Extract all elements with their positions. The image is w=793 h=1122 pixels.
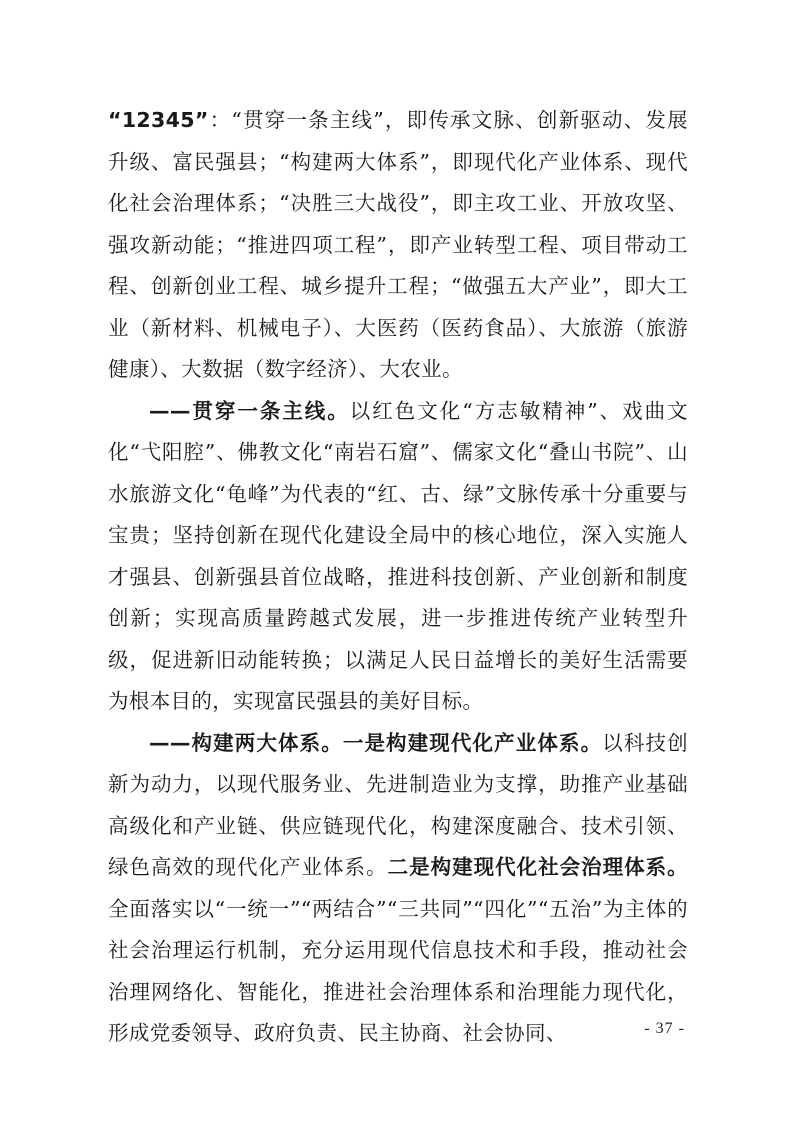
- page-number: - 37 -: [644, 1020, 685, 1037]
- subheading-governance-system: 二是构建现代化社会治理体系。: [387, 855, 688, 879]
- section-heading-main-line: ——贯穿一条主线。: [149, 398, 350, 423]
- text-run: ：“贯穿一条主线”，即传承文脉、创新驱动、发展升级、富民强县；“构建两大体系”，即现代化产业体系、现代化社会治理体系；“决胜三大战役”，即主攻工业、开放攻坚、强攻新动能；“推进四项工程”，即产业转型工程、项目带动工程、创新创业工程、城乡提升工程；“做强五大产业”，即大工业（新材料、机械电子）、大医药（医药食品）、大旅游（旅游健康）、大数据（数字经济）、大农业。: [108, 108, 688, 381]
- text-run-bold: “12345”: [108, 108, 209, 132]
- text-run: 全面落实以“一统一”“两结合”“三共同”“四化”“五治”为主体的社会治理运行机制，充分运用现代信息技术和手段，推动社会治理网络化、智能化，推进社会治理体系和治理能力现代化，形成党委领导、政府负责、民主协商、社会协同、: [108, 896, 688, 1045]
- paragraph-summary: [108, 100, 688, 391]
- text-run: 以红色文化“方志敏精神”、戏曲文化“弋阳腔”、佛教文化“南岩石窟”、儒家文化“叠山书院”、山水旅游文化“龟峰”为代表的“红、古、绿”文脉传承十分重要与宝贵；坚持创新在现代化建设全局中的核心地位，深入实施人才强县、创新强县首位战略，推进科技创新、产业创新和制度创新；实现高质量跨越式发展，进一步推进传统产业转型升级，促进新旧动能转换；以满足人民日益增长的美好生活需要为根本目的，实现富民强县的美好目标。: [108, 398, 688, 713]
- paragraph-main-line: [108, 391, 688, 723]
- paragraph-two-systems: [108, 723, 688, 1055]
- text-run: 以科技创新为动力，以现代服务业、先进制造业为支撑，助推产业基础高级化和产业链、供应链现代化，构建深度融合、技术引领、绿色高效的现代化产业体系。: [108, 730, 688, 879]
- document-body: [108, 100, 688, 1055]
- section-heading-two-systems: ——构建两大体系。一是构建现代化产业体系。: [149, 730, 603, 755]
